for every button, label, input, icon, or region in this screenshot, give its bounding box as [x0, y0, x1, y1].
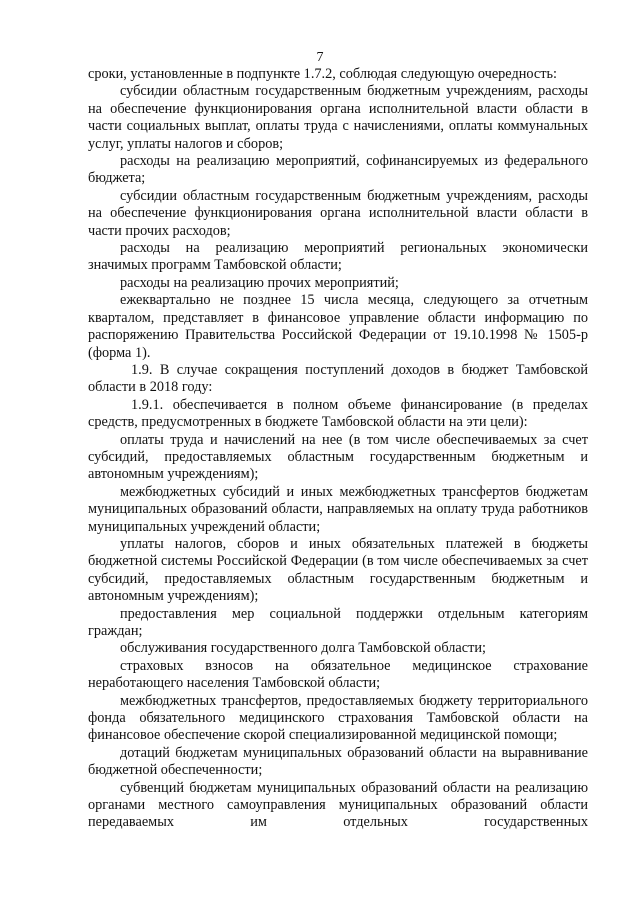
paragraph: ежеквартально не позднее 15 числа месяца, следующего за отчетным кварталом, представляет в финансовое управление области информацию по распоряжению Правительства Российской Федерации от 19.10.1998 № 1505-р (форма 1).: [88, 292, 588, 361]
paragraph: обслуживания государственного долга Тамбовской области;: [120, 640, 486, 657]
section-heading-paragraph: 1.9. В случае сокращения поступлений доходов в бюджет Тамбовской области в 2018 году:: [88, 361, 588, 396]
document-body: [88, 66, 588, 832]
paragraph: сроки, установленные в подпункте 1.7.2, соблюдая следующую очередность:: [88, 66, 557, 82]
paragraph: расходы на реализацию мероприятий региональных экономически значимых программ Тамбовской области;: [88, 240, 588, 274]
paragraph: субсидии областным государственным бюджетным учреждениям, расходы на обеспечение функционирования органа исполнительной власти области в части прочих расходов;: [88, 187, 588, 239]
subsection-paragraph: 1.9.1. обеспечивается в полном объеме финансирование (в пределах средств, предусмотренных в бюджете Тамбовской области на эти цели):: [88, 396, 588, 431]
paragraph: субсидии областным государственным бюджетным учреждениям, расходы на обеспечение функционирования органа исполнительной власти области в части социальных выплат, оплаты труда с начислениями, оплаты коммунальных услуг, уплаты налогов и сборов;: [88, 83, 588, 152]
paragraph: расходы на реализацию прочих мероприятий;: [120, 274, 399, 291]
paragraph: страховых взносов на обязательное медицинское страхование неработающего населения Тамбовской области;: [88, 657, 588, 692]
paragraph: межбюджетных субсидий и иных межбюджетных трансфертов бюджетам муниципальных образований области, направляемых на оплату труда работников муниципальных учреждений области;: [88, 483, 588, 535]
paragraph: уплаты налогов, сборов и иных обязательных платежей в бюджеты бюджетной системы Российской Федерации (в том числе обеспечиваемых за счет субсидий, предоставляемых областным государственным бюджетным и автономным учреждениям);: [88, 535, 588, 605]
paragraph: оплаты труда и начислений на нее (в том числе обеспечиваемых за счет субсидий, предоставляемых областным государственным бюджетным и автономным учреждениям);: [88, 431, 588, 483]
page-number: 7: [316, 50, 324, 65]
paragraph: межбюджетных трансфертов, предоставляемых бюджету территориального фонда обязательного медицинского страхования Тамбовской области на финансовое обеспечение скорой специализированной медицинской помощи;: [88, 692, 588, 744]
paragraph: расходы на реализацию мероприятий, софинансируемых из федерального бюджета;: [88, 153, 588, 187]
paragraph: предоставления мер социальной поддержки отдельным категориям граждан;: [88, 605, 588, 639]
paragraph: дотаций бюджетам муниципальных образований области на выравнивание бюджетной обеспеченности;: [88, 744, 588, 779]
paragraph-continued: субвенций бюджетам муниципальных образований области на реализацию органами местного самоуправления муниципальных образований области передаваемых им отдельных государственных: [88, 779, 588, 831]
